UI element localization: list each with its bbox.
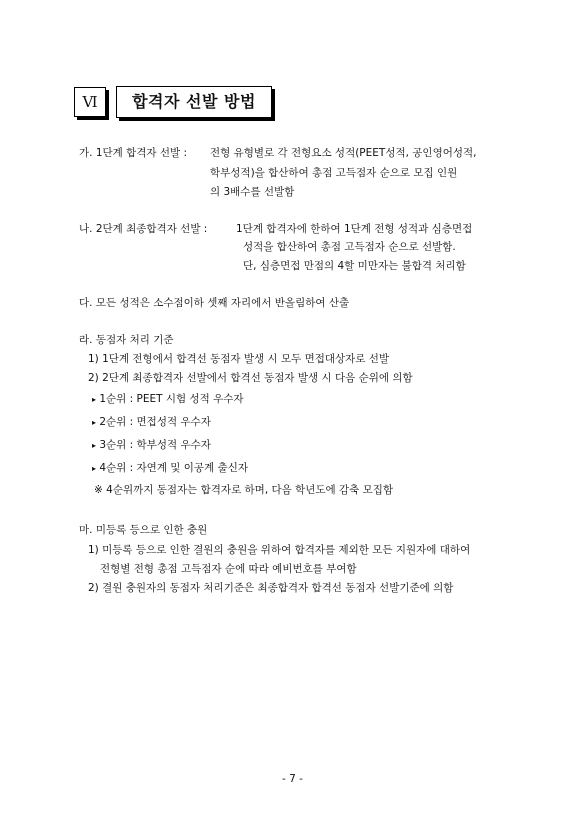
item-ra-sub1: 1) 1단계 전형에서 합격선 동점자 발생 시 모두 면접대상자로 선발 [88, 353, 390, 365]
item-na-line1: 1단계 합격자에 한하여 1단계 전형 성적과 심층면접 [236, 223, 473, 235]
rank-1-text: 1순위 : PEET 시험 성적 우수자 [99, 393, 244, 405]
item-ga-line1: 전형 유형별로 각 전형요소 성적(PEET성적, 공인영어성적, [210, 147, 477, 159]
item-ra-sub2: 2) 2단계 최종합격자 선발에서 합격선 동점자 발생 시 다음 순위에 의함 [88, 372, 413, 384]
bullet-triangle-icon: ▸ [92, 464, 97, 473]
bullet-triangle-icon: ▸ [92, 395, 97, 404]
item-ga-line3: 의 3배수를 선발함 [210, 186, 295, 198]
item-ma-sub1-line2: 전형별 전형 총점 고득점자 순에 따라 예비번호를 부여함 [100, 563, 357, 575]
section-title: 합격자 선발 방법 [132, 92, 256, 111]
item-na-line3: 단, 심층면접 만점의 4할 미만자는 불합격 처리함 [243, 260, 466, 272]
rank-4 [92, 461, 248, 476]
item-ra-heading: 라. 동점자 처리 기준 [79, 334, 174, 346]
item-ma-heading: 마. 미등록 등으로 인한 충원 [79, 524, 208, 536]
rank-2 [92, 415, 211, 430]
bullet-triangle-icon: ▸ [92, 418, 97, 427]
item-da: 다. 모든 성적은 소수점이하 셋째 자리에서 반올림하여 산출 [79, 297, 350, 309]
item-ma-sub2: 2) 결원 충원자의 동점자 처리기준은 최종합격자 합격선 동점자 선발기준에 의함 [88, 582, 454, 594]
item-na-label: 나. 2단계 최종합격자 선발 : [79, 223, 208, 235]
section-number-box [74, 87, 106, 117]
section-title-box [116, 86, 272, 118]
item-na-line2: 성적을 합산하여 총점 고득점자 순으로 선발함. [243, 241, 456, 253]
rank-3-text: 3순위 : 학부성적 우수자 [99, 439, 211, 451]
rank-2-text: 2순위 : 면접성적 우수자 [99, 416, 211, 428]
bullet-triangle-icon: ▸ [92, 441, 97, 450]
item-ma-sub1-line1: 1) 미등록 등으로 인한 결원의 충원을 위하여 합격자를 제외한 모든 지원자에 대하여 [88, 544, 471, 556]
rank-3 [92, 438, 211, 453]
item-ga-line2: 학부성적)을 합산하여 총점 고득점자 순으로 모집 인원 [210, 167, 458, 179]
rank-4-text: 4순위 : 자연계 및 이공계 출신자 [99, 462, 248, 474]
section-number: Ⅵ [82, 93, 98, 111]
item-ra-note: ※ 4순위까지 동점자는 합격자로 하며, 다음 학년도에 감축 모집함 [94, 484, 394, 496]
page-number: - 7 - [282, 773, 303, 785]
rank-1 [92, 392, 244, 407]
item-ga-label: 가. 1단계 합격자 선발 : [79, 147, 188, 159]
